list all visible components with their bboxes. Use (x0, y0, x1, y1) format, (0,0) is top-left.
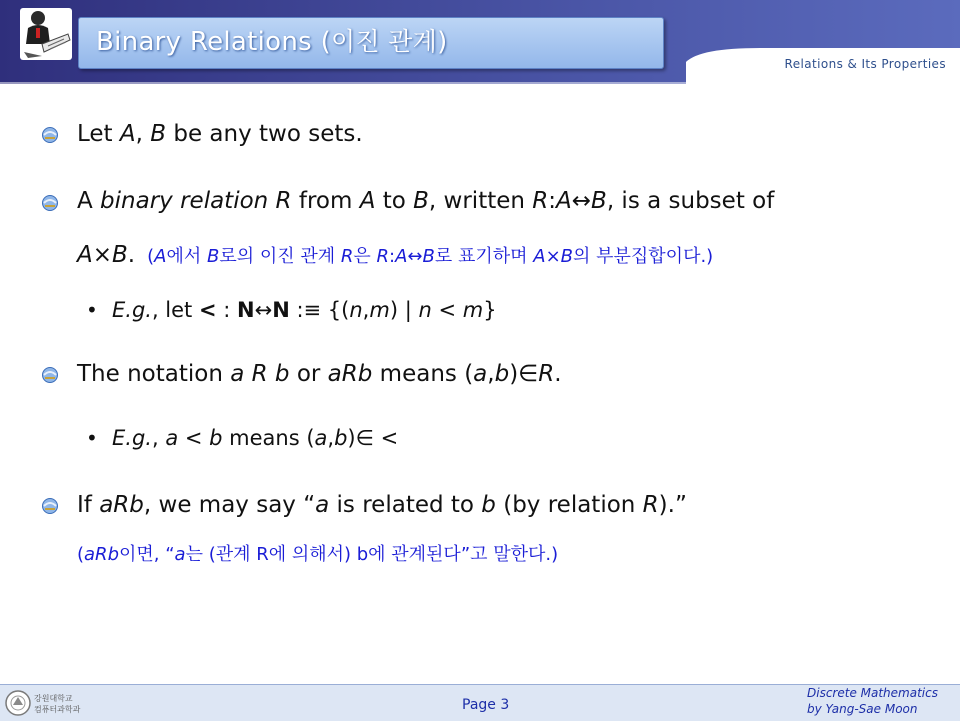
student-reading-icon (14, 4, 74, 62)
text: . (554, 361, 562, 387)
arrow-symbol: ↔ (254, 298, 273, 322)
text: < (198, 298, 217, 322)
math-var: R (532, 188, 549, 214)
math-var: a (174, 544, 186, 565)
title-korean: 이진 관계 (331, 27, 438, 56)
text: from (291, 188, 360, 214)
logo-text-univ: 강원대학교 (34, 694, 73, 703)
math-var: b (334, 426, 348, 450)
text: means ( (372, 361, 474, 387)
sub-bullet-dot: • (86, 298, 98, 322)
text: Let (77, 121, 120, 147)
text: 는 (관계 R에 의해서) b에 관계된다”고 말한다.) (185, 544, 559, 565)
text: ( (147, 246, 155, 267)
text: 의 부분집합이다.) (573, 246, 714, 267)
text: , (487, 361, 495, 387)
math-var: a (314, 426, 328, 450)
math-var: m (369, 298, 390, 322)
logo-text-dept: 컴퓨터과학과 (34, 705, 81, 714)
text: 은 (353, 246, 377, 267)
title-english: Binary Relations ( (96, 27, 332, 57)
text: } (483, 298, 497, 322)
math-var: A (556, 188, 572, 214)
text: ) | (389, 298, 419, 322)
bullet-icon (41, 366, 59, 384)
text: (by relation (495, 492, 643, 518)
sub-bullet-example-lt (112, 298, 497, 322)
korean-note-related (77, 540, 558, 566)
math-var: a (473, 361, 488, 387)
math-var: B (206, 246, 220, 267)
math-var: A (395, 246, 408, 267)
text: , (151, 426, 166, 450)
math-var: B (413, 188, 429, 214)
math-var: m (462, 298, 484, 322)
text: means ( (222, 426, 315, 450)
text: × (545, 246, 561, 267)
text: 로 표기하며 (434, 246, 534, 267)
text: ).” (658, 492, 687, 518)
text: E.g. (112, 426, 152, 450)
math-set-naturals: N (237, 298, 255, 322)
math-expr: aRb (84, 544, 119, 565)
title-close-paren: ) (437, 27, 448, 57)
text: :≡ {( (289, 298, 350, 322)
term-binary-relation: binary relation R (100, 188, 292, 214)
text: × (92, 242, 113, 268)
math-var: A (77, 242, 93, 268)
text: : (388, 246, 396, 267)
text: )∈ < (347, 426, 399, 450)
math-var: n (418, 298, 432, 322)
text: : (216, 298, 238, 322)
text: E.g. (112, 298, 152, 322)
math-var: B (150, 121, 167, 147)
bullet-let-sets (77, 121, 363, 147)
math-var: R (538, 361, 555, 387)
bullet-icon (41, 126, 59, 144)
sub-bullet-dot: • (86, 426, 98, 450)
text: to (375, 188, 414, 214)
text: , (135, 121, 151, 147)
math-expr: aRb (327, 361, 373, 387)
text: The notation (77, 361, 231, 387)
math-var: B (422, 246, 435, 267)
text: 이면, “ (119, 544, 175, 565)
text: If (77, 492, 100, 518)
math-var: A (533, 246, 546, 267)
page-title (96, 22, 448, 58)
math-expr: a < b (165, 426, 223, 450)
text: or (289, 361, 328, 387)
text: , written (428, 188, 533, 214)
math-var: R (642, 492, 659, 518)
text: , we may say “ (143, 492, 316, 518)
bullet-related-to (77, 492, 687, 518)
korean-note (147, 246, 713, 267)
math-expr: a R b (230, 361, 290, 387)
text: : (548, 188, 557, 214)
math-var: B (591, 188, 607, 214)
bullet-binary-relation-def-line2 (77, 242, 713, 268)
text: )∈ (509, 361, 539, 387)
text: , let (151, 298, 199, 322)
math-var: b (494, 361, 510, 387)
bullet-icon (41, 497, 59, 515)
credit-author: by Yang-Sae Moon (807, 702, 918, 716)
math-var: A (119, 121, 136, 147)
page-number: Page 3 (462, 697, 510, 713)
bullet-icon (41, 194, 59, 212)
math-var: b (481, 492, 496, 518)
math-var: A (154, 246, 167, 267)
math-var: B (560, 246, 574, 267)
text: A (77, 188, 101, 214)
text: , is a subset of (606, 188, 775, 214)
math-expr: aRb (99, 492, 144, 518)
math-var: A (359, 188, 376, 214)
text: < (431, 298, 463, 322)
text: is related to (329, 492, 482, 518)
arrow-symbol: ↔ (571, 188, 592, 214)
subject-label: Relations & Its Properties (784, 57, 946, 71)
bullet-notation (77, 361, 562, 387)
text: be any two sets. (166, 121, 363, 147)
university-logo (4, 689, 92, 717)
math-var: R (340, 246, 354, 267)
text: 로의 이진 관계 (219, 246, 341, 267)
math-var: B (112, 242, 128, 268)
credit-course: Discrete Mathematics (807, 686, 938, 700)
text: . (127, 242, 136, 268)
text: ( (77, 544, 85, 565)
arrow-symbol: ↔ (407, 246, 423, 267)
text: , (327, 426, 335, 450)
text: , (362, 298, 370, 322)
math-var: a (315, 492, 330, 518)
bullet-binary-relation-def (77, 188, 774, 214)
sub-bullet-example-a-lt-b (112, 426, 398, 450)
text: 에서 (166, 246, 207, 267)
math-var: R (376, 246, 389, 267)
math-var: n (349, 298, 363, 322)
math-set-naturals: N (272, 298, 290, 322)
